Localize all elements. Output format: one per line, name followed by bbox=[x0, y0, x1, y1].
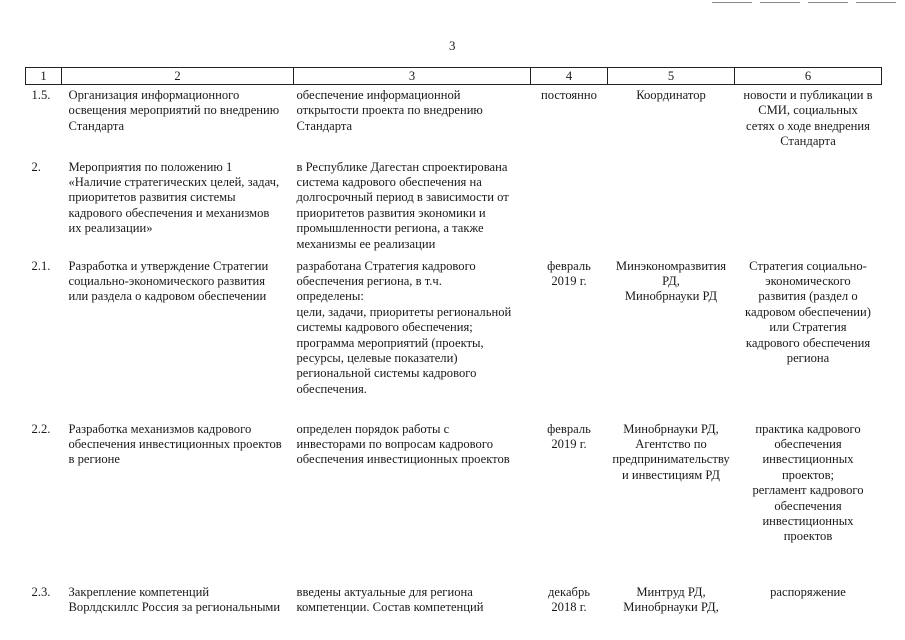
table-row bbox=[26, 582, 882, 627]
row-number: 2.3. bbox=[31, 584, 51, 599]
row-number: 1.5. bbox=[31, 88, 51, 102]
column-header-4: 4 bbox=[531, 68, 608, 85]
deadline-cell bbox=[531, 157, 608, 256]
activity-cell: Разработка и утверждение Стратегии социально-экономического развития или раздела о кадровом обеспечении bbox=[68, 258, 269, 304]
responsible-cell: Минобрнауки РД, Агентство по предпринимательству и инвестициям РД bbox=[612, 421, 730, 482]
column-header-6: 6 bbox=[735, 68, 882, 85]
row-number: 2.2. bbox=[31, 421, 51, 436]
scan-mark bbox=[856, 2, 896, 3]
row-number: 2. bbox=[31, 159, 41, 174]
column-header-2: 2 bbox=[62, 68, 294, 85]
plan-table bbox=[25, 67, 882, 627]
output-cell bbox=[735, 157, 882, 256]
activity-cell: Закрепление компетенций Ворлдскиллс Россия за региональными bbox=[68, 584, 281, 614]
responsible-cell: Минтруд РД, Минобрнауки РД, bbox=[623, 584, 719, 614]
table-row bbox=[26, 419, 882, 582]
result-cell: в Республике Дагестан спроектирована система кадрового обеспечения на долгосрочный период в зависимости от приоритетов развития экономики и промышленности региона, а также механизмы ее реализации bbox=[296, 159, 509, 251]
result-cell: определен порядок работы с инвесторами по вопросам кадрового обеспечения инвестиционных проектов bbox=[296, 421, 510, 467]
responsible-cell: Минэкономразвития РД, Минобрнауки РД bbox=[615, 258, 727, 304]
column-header-1: 1 bbox=[26, 68, 62, 85]
responsible-cell: Координатор bbox=[636, 88, 706, 102]
output-cell: распоряжение bbox=[770, 584, 846, 599]
deadline-cell: постоянно bbox=[541, 88, 597, 102]
output-cell: практика кадрового обеспечения инвестиционных проектов; регламент кадрового обеспечения инвестиционных проектов bbox=[752, 421, 864, 544]
output-cell: новости и публикации в СМИ, социальных сетях о ходе внедрения Стандарта bbox=[743, 88, 873, 149]
deadline-cell: февраль 2019 г. bbox=[547, 258, 591, 288]
table-row bbox=[26, 157, 882, 256]
activity-cell: Разработка механизмов кадрового обеспечения инвестиционных проектов в регионе bbox=[68, 421, 282, 467]
scan-mark bbox=[808, 2, 848, 3]
result-cell: введены актуальные для региона компетенции. Состав компетенций bbox=[296, 584, 484, 614]
table-row bbox=[26, 85, 882, 157]
result-cell: разработана Стратегия кадрового обеспечения региона, в т.ч. определены: цели, задачи, приоритеты региональной системы кадрового обеспечения; программа мероприятий (проекты, ресурсы, целевые показатели) региональной системы кадрового обеспечения. bbox=[296, 258, 512, 396]
page-number: 3 bbox=[449, 38, 456, 53]
result-cell: обеспечение информационной открытости проекта по внедрению Стандарта bbox=[296, 88, 483, 133]
output-cell: Стратегия социально- экономического развития (раздел о кадровом обеспечении) или Стратегия кадрового обеспечения региона bbox=[745, 258, 871, 365]
activity-cell: Организация информационного освещения мероприятий по внедрению Стандарта bbox=[68, 88, 280, 133]
column-header-5: 5 bbox=[608, 68, 735, 85]
table-header-row bbox=[26, 68, 882, 85]
scan-mark bbox=[712, 2, 752, 3]
activity-cell: Мероприятия по положению 1 «Наличие стратегических целей, задач, приоритетов развития системы кадрового обеспечения и механизмов их реализации» bbox=[68, 159, 280, 236]
deadline-cell: февраль 2019 г. bbox=[547, 421, 591, 451]
deadline-cell: декабрь 2018 г. bbox=[548, 584, 590, 614]
column-header-3: 3 bbox=[294, 68, 531, 85]
table-row bbox=[26, 256, 882, 419]
row-number: 2.1. bbox=[31, 258, 51, 273]
scan-mark bbox=[760, 2, 800, 3]
responsible-cell bbox=[608, 157, 735, 256]
